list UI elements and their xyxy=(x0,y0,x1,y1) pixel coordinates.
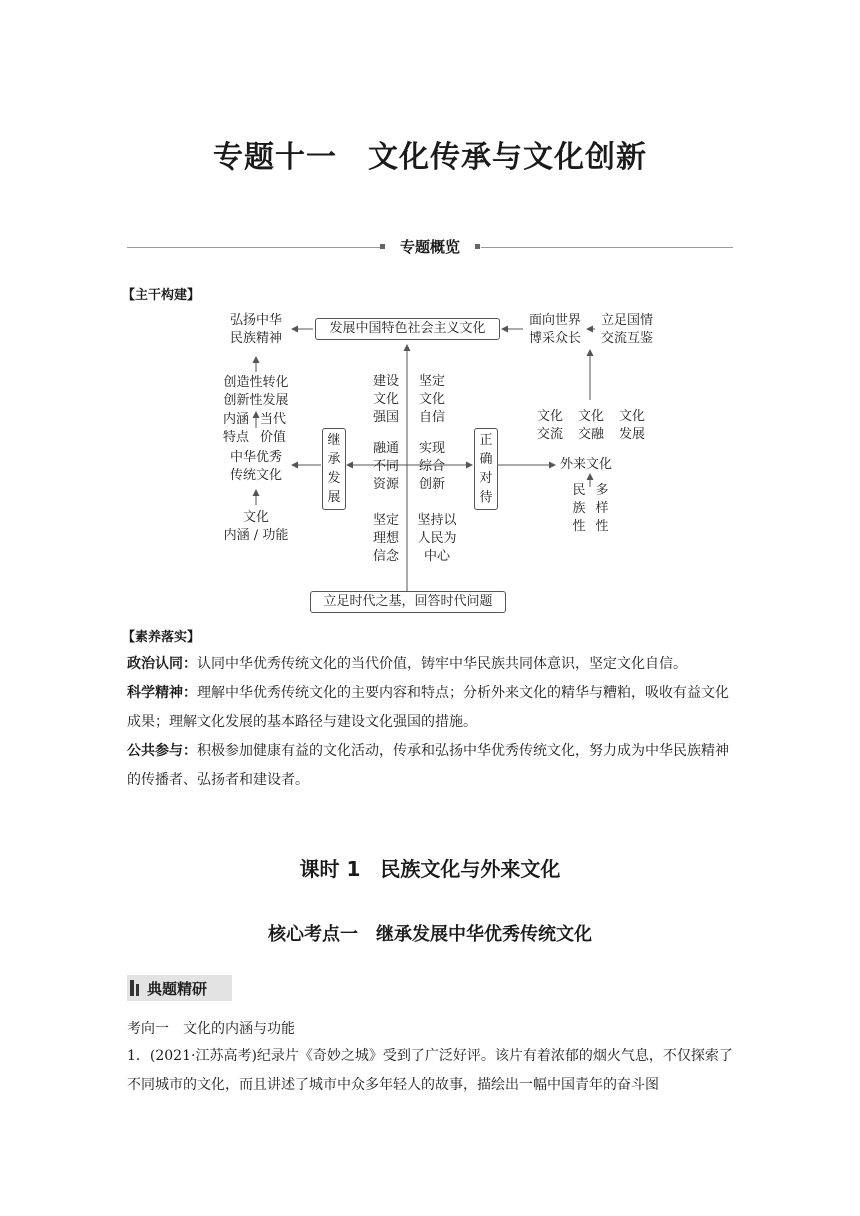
node-confidence: 坚定 文化 自信 xyxy=(418,374,445,425)
literacy-item-public xyxy=(127,737,739,795)
node-transform: 创造性转化 创新性发展 xyxy=(223,375,289,408)
section-badge xyxy=(127,975,232,1001)
literacy-item-political xyxy=(127,650,739,679)
node-function: 文化 内涵 / 功能 xyxy=(223,510,289,543)
literacy-text: 积极参加健康有益的文化活动，传承和弘扬中华优秀传统文化，努力成为中华民族精神的传播者、弘扬者和建设者。 xyxy=(127,743,729,788)
node-exchange: 文化 交流 xyxy=(536,409,563,442)
literacy-item-science xyxy=(127,679,739,737)
node-traditional-culture: 中华优秀 传统文化 xyxy=(229,450,282,483)
node-build-power: 建设 文化 强国 xyxy=(372,374,399,425)
box-correct-treatment: 正 确 对 待 xyxy=(474,428,498,510)
node-blend: 文化 交融 xyxy=(577,409,604,442)
literacy-head: 政治认同： xyxy=(127,656,197,672)
literacy-head: 科学精神： xyxy=(127,685,197,701)
box-inherit: 继 承 发 展 xyxy=(322,428,346,510)
node-spirit: 弘扬中华 民族精神 xyxy=(229,313,282,346)
node-center-top: 发展中国特色社会主义文化 xyxy=(315,318,500,340)
badge-icon-secondary xyxy=(136,984,139,996)
node-diversity: 多 样 性 xyxy=(595,483,609,534)
node-development: 文化 发展 xyxy=(618,409,645,442)
badge-icon xyxy=(130,980,134,996)
lesson-title: 课时 1 民族文化与外来文化 xyxy=(299,857,561,881)
literacy-head: 公共参与： xyxy=(127,743,197,759)
core-point-title: 核心考点一 继承发展中华优秀传统文化 xyxy=(268,924,592,945)
node-innovation: 实现 综合 创新 xyxy=(418,441,445,492)
node-foreign-culture: 外来文化 xyxy=(560,457,613,472)
node-ideals: 坚定 理想 信念 xyxy=(372,513,399,564)
node-integrate: 融通 不同 资源 xyxy=(372,441,399,492)
overview-label: 专题概览 xyxy=(399,238,460,256)
direction-heading: 考向一 文化的内涵与功能 xyxy=(127,1021,295,1037)
section-badge-label: 典题精研 xyxy=(147,980,208,998)
node-value: 当代 价值 xyxy=(259,412,286,445)
node-nationality: 民 族 性 xyxy=(572,483,586,534)
literacy-label: 【素养落实】 xyxy=(122,630,201,645)
framework-label: 【主干构建】 xyxy=(122,288,201,303)
question-text: 1．(2021·江苏高考)纪录片《奇妙之城》受到了广泛好评。该片有着浓郁的烟火气息，不仅探索了不同城市的文化，而且讲述了城市中众多年轻人的故事，描绘出一幅中国青年的奋斗图 xyxy=(127,1048,733,1093)
literacy-text: 认同中华优秀传统文化的当代价值，铸牢中华民族共同体意识，坚定文化自信。 xyxy=(197,656,687,672)
node-national-conditions: 立足国情 交流互鉴 xyxy=(600,313,653,346)
node-bottom: 立足时代之基，回答时代问题 xyxy=(310,591,506,613)
page-title: 专题十一 文化传承与文化创新 xyxy=(213,140,647,175)
literacy-text: 理解中华优秀传统文化的主要内容和特点；分析外来文化的精华与糟粕，吸收有益文化成果；理解文化发展的基本路径与建设文化强国的措施。 xyxy=(127,685,729,730)
node-people-centered: 坚持以 人民为 中心 xyxy=(417,513,457,564)
node-face-world: 面向世界 博采众长 xyxy=(528,313,581,346)
node-meaning: 内涵 特点 xyxy=(222,412,249,445)
